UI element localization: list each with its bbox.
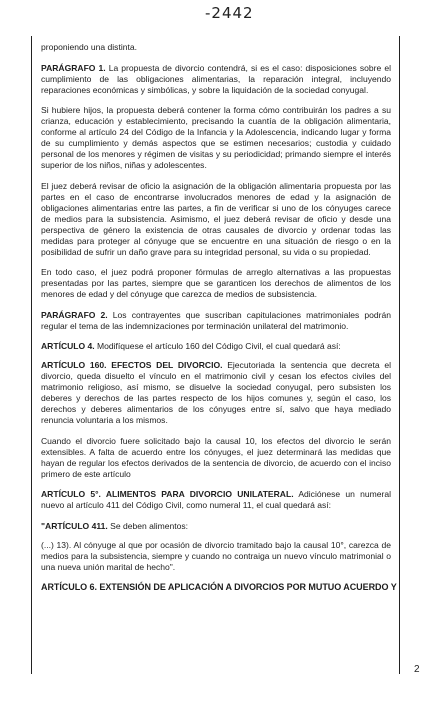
paragraph-causal-10: Cuando el divorcio fuere solicitado bajo la causal 10, los efectos del divorcio le serán extensibles. A falta de acuerdo entre los cónyuges, el juez determinará las medidas que hayan de regular los efectos derivados de la sentencia de divorcio, de acuerdo con el inciso primero de este artículo bbox=[41, 435, 391, 479]
heading-articulo-6: ARTÍCULO 6. EXTENSIÓN DE APLICACIÓN A DIVORCIOS POR MUTUO ACUERDO Y bbox=[41, 582, 397, 592]
document-body bbox=[41, 42, 397, 593]
paragraph-articulo-160: ARTÍCULO 160. EFECTOS DEL DIVORCIO. Ejecutoriada la sentencia que decreta el divorcio, queda disuelto el vínculo en el matrimonio civil y cesan los efectos civiles del matrimonio religioso, así mismo, se disuelve la sociedad conyugal, pero subsisten los deberes y derechos de las partes respecto de los hijos comunes y, según el caso, los derechos y deberes alimentarios de los cónyuges entre sí, salvo que haya mediado renuncia voluntaria a los mismos. bbox=[41, 360, 392, 425]
paragraph-juez-revision: El juez deberá revisar de oficio la asignación de la obligación alimentaria propuesta por las partes en el caso de encontrarse involucrados menores de edad y la asignación de obligaciones alimentarias entre las partes, a fin de verificar si uno de los cónyuges carece de medios para la subsistencia. Asimismo, el juez deberá revisar de oficio y desde una perspectiva de género la existencia de otras causales de divorcio y ordenar todas las medidas para proteger al cónyuge que se encuentre en una situación de riesgo o en la posibilidad de sufrir un daño grave para su integridad personal, su vida o su propiedad. bbox=[41, 180, 391, 257]
paragraph-articulo-4: ARTÍCULO 4. Modifíquese el artículo 160 del Código Civil, el cual quedará así: bbox=[41, 341, 341, 351]
paragraph-continuation: proponiendo una distinta. bbox=[41, 42, 137, 52]
page-number: 2 bbox=[414, 664, 420, 675]
paragraph-hijos: Si hubiere hijos, la propuesta deberá contener la forma cómo contribuirán los padres a su crianza, educación y establecimiento, precisando la cuantía de la obligación alimentaria, conforme al artículo 24 del Código de la Infancia y la Adolescencia, indicando lugar y forma de su cumplimiento y demás aspectos que se estimen necesarios; custodia y cuidado personal de los menores y régimen de visitas y su periodicidad; primando siempre el interés superior de los niños, niñas y adolescentes. bbox=[41, 105, 391, 170]
paragraph-paragrafo-2: PARÁGRAFO 2. Los contrayentes que suscriban capitulaciones matrimoniales podrán regular el tema de las indemnizaciones por terminación unilateral del matrimonio. bbox=[41, 309, 391, 331]
paragraph-articulo-5: ARTÍCULO 5°. ALIMENTOS PARA DIVORCIO UNILATERAL. Adiciónese un numeral nuevo al artículo 411 del Código Civil, como numeral 11, el cual quedará así: bbox=[41, 489, 391, 510]
paragraph-formulas-arreglo: En todo caso, el juez podrá proponer fórmulas de arreglo alternativas a las propuestas presentadas por las partes, siempre que se garanticen los derechos de alimentos de los menores de edad y del cónyuge que carezca de medios de subsistencia. bbox=[41, 267, 391, 299]
paragraph-paragrafo-1: PARÁGRAFO 1. La propuesta de divorcio contendrá, si es el caso: disposiciones sobre el cumplimiento de las obligaciones alimentarias, la reparación integral, incluyendo reparaciones económicas y simbólicas, y sobre la liquidación de la sociedad conyugal. bbox=[41, 62, 391, 95]
paragraph-articulo-411: "ARTÍCULO 411. Se deben alimentos: bbox=[41, 520, 189, 531]
paragraph-numeral-13: (...) 13). Al cónyuge al que por ocasión de divorcio tramitado bajo la causal 10°, carezca de medios para la subsistencia, siempre y cuando no contraiga un nuevo vínculo matrimonial o una nueva unión marital de hecho". bbox=[41, 539, 391, 572]
handwritten-page-stamp: -2442 bbox=[205, 4, 254, 22]
